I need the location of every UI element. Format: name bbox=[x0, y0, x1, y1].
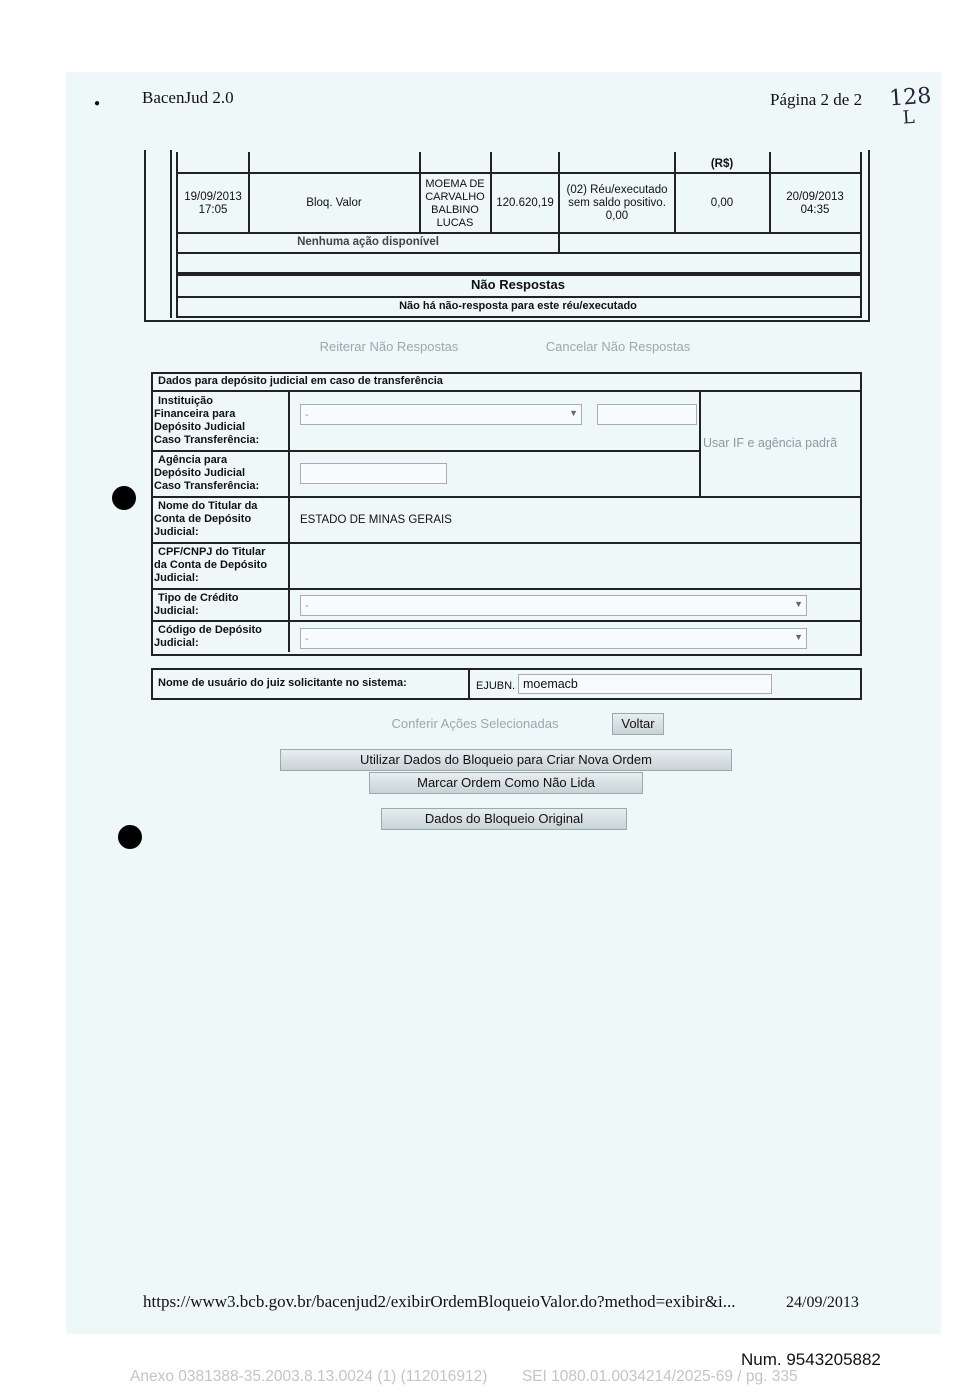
footer-url: https://www3.bcb.gov.br/bacenjud2/exibirOrdemBloqueioValor.do?method=exibir&i... bbox=[143, 1292, 736, 1311]
institution-select[interactable]: - ▼ bbox=[300, 404, 582, 425]
punch-hole bbox=[118, 825, 142, 849]
no-responses-text: Não há não-resposta para este réu/executado bbox=[399, 300, 637, 312]
deposit-code-select[interactable]: - ▼ bbox=[300, 628, 807, 649]
agency-label: Agência para Depósito Judicial Caso Transferência: bbox=[154, 454, 260, 492]
agency-input[interactable] bbox=[300, 463, 447, 484]
utilizar-dados-button[interactable]: Utilizar Dados do Bloqueio para Criar Nova Ordem bbox=[280, 749, 732, 771]
row-response-date: 20/09/2013 04:35 bbox=[786, 191, 844, 216]
currency-header: (R$) bbox=[710, 158, 734, 170]
conferir-button[interactable]: Conferir Ações Selecionadas bbox=[391, 716, 559, 731]
page-indicator: Página 2 de 2 bbox=[770, 90, 863, 109]
reiterar-button[interactable]: Reiterar Não Respostas bbox=[319, 339, 459, 354]
default-if-hint[interactable]: Usar IF e agência padrã bbox=[703, 436, 838, 450]
row-date: 19/09/2013 17:05 bbox=[184, 191, 242, 216]
chevron-down-icon: ▼ bbox=[794, 632, 803, 642]
chevron-down-icon: ▼ bbox=[794, 599, 803, 609]
handwritten-page-number: 128 L bbox=[888, 83, 933, 129]
row-amount: 120.620,19 bbox=[496, 197, 554, 209]
document-number: Num. 9543205882 bbox=[741, 1350, 881, 1369]
footer-date: 24/09/2013 bbox=[786, 1294, 859, 1311]
deposit-title: Dados para depósito judicial em caso de transferência bbox=[158, 375, 443, 387]
row-name: MOEMA DE CARVALHO BALBINO LUCAS bbox=[425, 178, 485, 229]
holder-label: Nome do Titular da Conta de Depósito Judicial: bbox=[154, 500, 258, 538]
holder-value: ESTADO DE MINAS GERAIS bbox=[300, 514, 452, 526]
judge-prefix: EJUBN. bbox=[476, 680, 516, 692]
credit-label: Tipo de Crédito Judicial: bbox=[154, 592, 239, 617]
no-responses-title: Não Respostas bbox=[471, 277, 565, 292]
judge-label: Nome de usuário do juiz solicitante no sistema: bbox=[158, 677, 407, 689]
credit-type-select[interactable]: - ▼ bbox=[300, 595, 807, 616]
institution-code-input[interactable] bbox=[597, 404, 697, 425]
bullet-mark: ● bbox=[94, 98, 101, 109]
punch-hole bbox=[112, 486, 136, 510]
cpf-label: CPF/CNPJ do Titular da Conta de Depósito Judicial: bbox=[154, 546, 268, 584]
code-label: Código de Depósito Judicial: bbox=[154, 624, 262, 649]
chevron-down-icon: ▼ bbox=[569, 408, 578, 418]
judge-username-input[interactable]: moemacb bbox=[518, 674, 772, 694]
row-action: Bloq. Valor bbox=[306, 197, 362, 209]
institution-label: Instituição Financeira para Depósito Judicial Caso Transferência: bbox=[154, 395, 260, 446]
row-blocked: 0,00 bbox=[710, 197, 734, 209]
cancelar-button[interactable]: Cancelar Não Respostas bbox=[545, 339, 691, 354]
dados-bloqueio-button[interactable]: Dados do Bloqueio Original bbox=[381, 808, 627, 830]
marcar-nao-lida-button[interactable]: Marcar Ordem Como Não Lida bbox=[369, 772, 643, 794]
app-title: BacenJud 2.0 bbox=[142, 88, 234, 107]
annex-watermark: Anexo 0381388-35.2003.8.13.0024 (1) (112016912) SEI 1080.01.0034214/2025-69 / pg. 335 bbox=[130, 1368, 798, 1385]
row-result: (02) Réu/executado sem saldo positivo. 0,00 bbox=[566, 184, 668, 222]
no-action-text: Nenhuma ação disponível bbox=[297, 236, 439, 248]
blank-row bbox=[176, 252, 862, 274]
voltar-button[interactable]: Voltar bbox=[612, 713, 664, 735]
